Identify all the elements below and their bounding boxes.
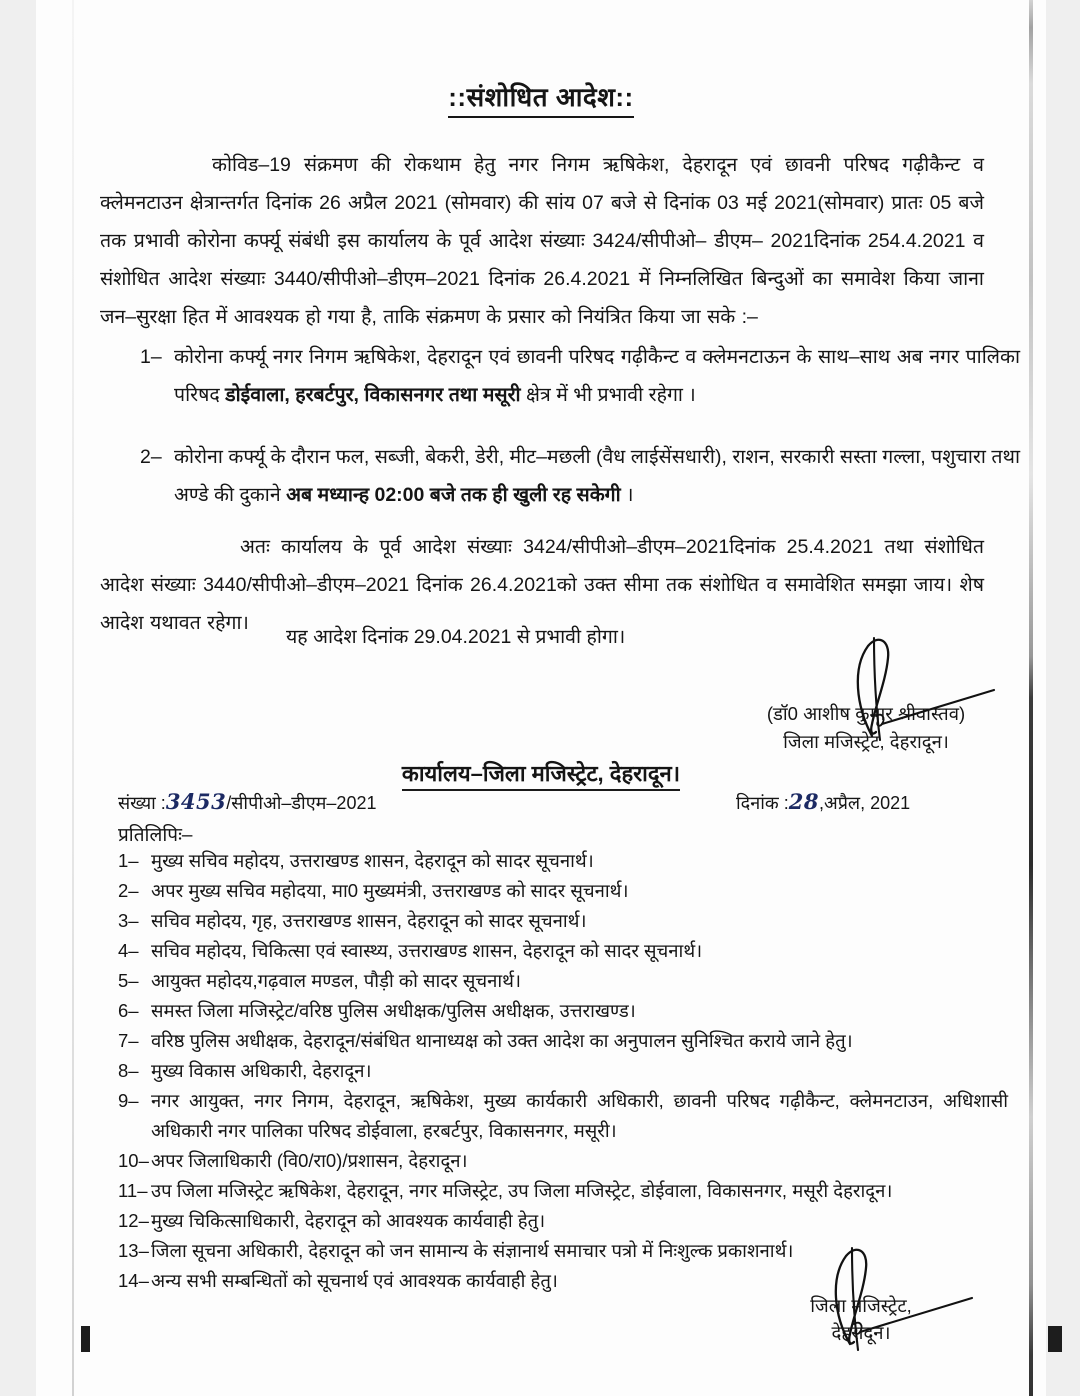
intro-paragraph: कोविड–19 संक्रमण की रोकथाम हेतु नगर निगम ऋषिकेश, देहरादून एवं छावनी परिषद गढ़ीकैन्ट व क्लेमनटाउन क्षेत्रान्तर्गत दिनांक 26 अप्रैल 2021 (सोमवार) की सांय 07 बजे से दिनांक 03 मई 2021(सोमवार) प्रातः 05 बजे तक प्रभावी कोरोना कर्फ्यू संबंधी इस कार्यालय के पूर्व आदेश संख्याः 3424/सीपीओ– डीएम– 2021दिनांक 254.4.2021 व संशोधित आदेश संख्याः 3440/सीपीओ–डीएम–2021 दिनांक 26.4.2021 में निम्नलिखित बिन्दुओं का समावेश किया जाना जन–सुरक्षा हित में आवश्यक हो गया है, ताकि संक्रमण के प्रसार को नियंत्रित किया जा सके :– xyxy=(100,154,984,328)
list-item-number: 13– xyxy=(118,1240,149,1261)
list-item-text: सचिव महोदय, गृह, उत्तराखण्ड शासन, देहरादून को सादर सूचनार्थ। xyxy=(151,910,587,931)
list-item xyxy=(118,1176,1008,1206)
page-title-text: ::संशोधित आदेश:: xyxy=(448,78,633,118)
list-item xyxy=(118,1026,1008,1056)
copy-to-list xyxy=(118,846,1008,1296)
clause-emphasis: डोईवाला, हरबर्टपुर, विकासनगर तथा मसूरी xyxy=(225,384,521,406)
reference-number-handwritten: 3453 xyxy=(165,789,227,814)
signature-bottom-line1: जिला मजिस्ट्रेट, xyxy=(810,1295,912,1316)
list-item-text: मुख्य सचिव महोदय, उत्तराखण्ड शासन, देहरादून को सादर सूचनार्थ। xyxy=(151,850,594,871)
clause-text xyxy=(174,338,1020,414)
list-item-number: 10– xyxy=(118,1150,149,1171)
list-item xyxy=(118,1206,1008,1236)
clause-text xyxy=(174,438,1020,514)
list-item-number: 2– xyxy=(118,880,139,901)
clause-number: 1– xyxy=(140,346,162,368)
reference-number-label: संख्या : xyxy=(118,793,166,813)
clause-item xyxy=(140,338,1020,414)
page-title xyxy=(36,78,1046,118)
document-body xyxy=(36,0,1046,1396)
list-item-text: आयुक्त महोदय,गढ़वाल मण्डल, पौड़ी को सादर सूचनार्थ। xyxy=(151,970,522,991)
list-item-text: नगर आयुक्त, नगर निगम, देहरादून, ऋषिकेश, मुख्य कार्यकारी अधिकारी, छावनी परिषद गढ़ीकैन्ट, क्लेमनटाउन, अधिशासी अधिकारी नगर पालिका परिषद डोईवाला, हरबर्टपुर, विकासनगर, मसूरी। xyxy=(151,1090,1008,1141)
list-item xyxy=(118,936,1008,966)
scanned-page xyxy=(36,0,1046,1396)
clause-segment: क्षेत्र में भी प्रभावी रहेगा । xyxy=(520,384,696,406)
office-heading-text: कार्यालय–जिला मजिस्ट्रेट, देहरादून। xyxy=(402,758,680,791)
reference-number xyxy=(118,789,376,815)
reference-date-suffix: ,अप्रैल, 2021 xyxy=(818,793,911,813)
list-item xyxy=(118,906,1008,936)
office-heading xyxy=(36,758,1046,791)
list-item-text: अन्य सभी सम्बन्धितों को सूचनार्थ एवं आवश्यक कार्यवाही हेतु। xyxy=(151,1270,558,1291)
signature-block-bottom xyxy=(736,1292,986,1346)
clause-segment: कोरोना कर्फ्यू नगर निगम ऋषिकेश, देहरादून एवं छावनी परिषद गढ़ीकैन्ट व क्लेमनटाऊन के साथ–साथ अब नगर पालिका परिषद xyxy=(174,346,1020,406)
reference-date-handwritten: 28 xyxy=(788,789,819,814)
reference-date xyxy=(736,789,910,815)
list-item-text: मुख्य चिकित्साधिकारी, देहरादून को आवश्यक कार्यवाही हेतु। xyxy=(151,1210,546,1231)
list-item-text: अपर जिलाधिकारी (वि0/रा0)/प्रशासन, देहरादून। xyxy=(151,1150,468,1171)
list-item-number: 3– xyxy=(118,910,139,931)
list-item xyxy=(118,876,1008,906)
list-item-number: 7– xyxy=(118,1030,139,1051)
closing-paragraph: अतः कार्यालय के पूर्व आदेश संख्याः 3424/सीपीओ–डीएम–2021दिनांक 25.4.2021 तथा संशोधित आदेश संख्याः 3440/सीपीओ–डीएम–2021 दिनांक 26.4.2021को उक्त सीमा तक संशोधित व समावेशित समझा जाय। शेष आदेश यथावत रहेगा। xyxy=(100,536,984,634)
scan-artifact-right xyxy=(1048,1326,1062,1352)
copy-to-label: प्रतिलिपिः– xyxy=(118,825,193,846)
list-item xyxy=(118,996,1008,1026)
clause-emphasis: अब मध्यान्ह 02:00 बजे तक ही खुली रह सकेगी xyxy=(286,484,621,506)
scan-artifact-left xyxy=(81,1326,90,1352)
page-binding-edge xyxy=(1029,0,1033,1396)
list-item-text: उप जिला मजिस्ट्रेट ऋषिकेश, देहरादून, नगर मजिस्ट्रेट, उप जिला मजिस्ट्रेट, डोईवाला, विकासनगर, मसूरी देहरादून। xyxy=(151,1180,893,1201)
list-item-number: 6– xyxy=(118,1000,139,1021)
list-item xyxy=(118,846,1008,876)
list-item-text: वरिष्ठ पुलिस अधीक्षक, देहरादून/संबंधित थानाध्यक्ष को उक्त आदेश का अनुपालन सुनिश्चित कराये जाने हेतु। xyxy=(151,1030,853,1051)
clause-segment: कोरोना कर्फ्यू के दौरान फल, सब्जी, बेकरी, डेरी, मीट–मछली (वैध लाईसेंसधारी), राशन, सरकारी सस्ता गल्ला, पशुचारा तथा अण्डे की दुकाने xyxy=(174,446,1020,506)
list-item-number: 12– xyxy=(118,1210,149,1231)
list-item-number: 8– xyxy=(118,1060,139,1081)
list-item-text: अपर मुख्य सचिव महोदया, मा0 मुख्यमंत्री, उत्तराखण्ड को सादर सूचनार्थ। xyxy=(151,880,629,901)
effective-date-line: यह आदेश दिनांक 29.04.2021 से प्रभावी होगा। xyxy=(286,626,626,648)
clause-segment: । xyxy=(620,484,634,506)
list-item-number: 1– xyxy=(118,850,139,871)
list-item-text: समस्त जिला मजिस्ट्रेट/वरिष्ठ पुलिस अधीक्षक/पुलिस अधीक्षक, उत्तराखण्ड। xyxy=(151,1000,636,1021)
list-item-number: 9– xyxy=(118,1090,139,1111)
signature-bottom-line2: देहरादून। xyxy=(831,1322,891,1343)
list-item-text: मुख्य विकास अधिकारी, देहरादून। xyxy=(151,1060,372,1081)
reference-date-label: दिनांक : xyxy=(736,793,789,813)
list-item-number: 11– xyxy=(118,1180,148,1201)
list-item-text: जिला सूचना अधिकारी, देहरादून को जन सामान्य के संज्ञानार्थ समाचार पत्रो में निःशुल्क प्रकाशनार्थ। xyxy=(151,1240,794,1261)
list-item-number: 14– xyxy=(118,1270,149,1291)
signature-block-top xyxy=(736,700,996,756)
list-item-number: 5– xyxy=(118,970,139,991)
signatory-designation: जिला मजिस्ट्रेट, देहरादून। xyxy=(783,731,949,752)
list-item xyxy=(118,1146,1008,1176)
list-item xyxy=(118,1056,1008,1086)
clause-number: 2– xyxy=(140,446,162,468)
clause-item xyxy=(140,438,1020,514)
list-item xyxy=(118,966,1008,996)
list-item-number: 4– xyxy=(118,940,139,961)
signatory-name: (डॉ0 आशीष कुमार श्रीवास्तव) xyxy=(766,703,966,724)
list-item xyxy=(118,1086,1008,1146)
reference-number-suffix: /सीपीओ–डीएम–2021 xyxy=(226,793,377,813)
list-item xyxy=(118,1236,1008,1266)
list-item-text: सचिव महोदय, चिकित्सा एवं स्वास्थ्य, उत्तराखण्ड शासन, देहरादून को सादर सूचनार्थ। xyxy=(151,940,703,961)
